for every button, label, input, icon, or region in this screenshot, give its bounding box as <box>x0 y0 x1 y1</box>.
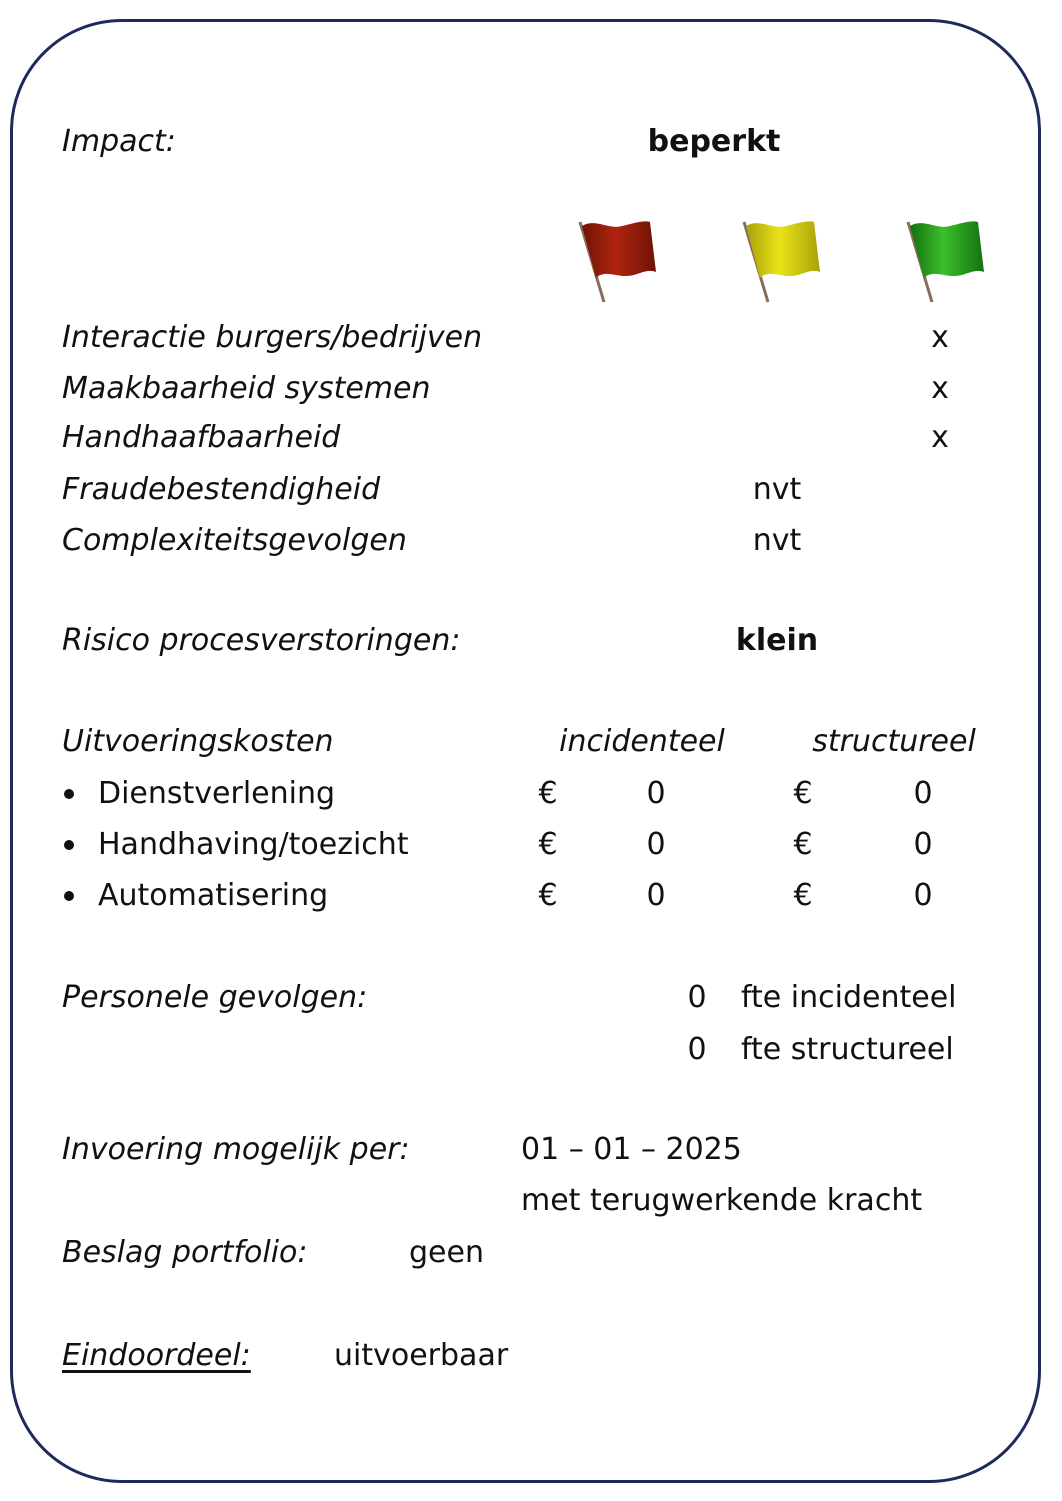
criterion-mark: nvt <box>752 472 802 507</box>
impact-value: beperkt <box>647 124 781 159</box>
criterion-mark: x <box>931 371 949 406</box>
introduction-date: 01 – 01 – 2025 <box>521 1132 742 1167</box>
criterion-label: Maakbaarheid systemen <box>62 371 431 406</box>
bullet <box>64 789 74 799</box>
criterion-label: Complexiteitsgevolgen <box>62 523 407 558</box>
green-flag-icon <box>902 216 992 306</box>
currency-symbol: € <box>793 827 813 862</box>
cost-structural: 0 <box>913 878 933 913</box>
cost-row-label: Dienstverlening <box>98 776 336 811</box>
personnel-structural-text: fte structureel <box>741 1032 954 1067</box>
introduction-note: met terugwerkende kracht <box>521 1183 923 1218</box>
portfolio-label: Beslag portfolio: <box>62 1235 308 1270</box>
red-flag-icon <box>574 216 664 306</box>
cost-row-label: Handhaving/toezicht <box>98 827 409 862</box>
currency-symbol: € <box>793 776 813 811</box>
impact-label: Impact: <box>62 124 176 159</box>
criterion-label: Handhaafbaarheid <box>62 420 341 455</box>
criterion-mark: nvt <box>752 523 802 558</box>
personnel-incidental-text: fte incidenteel <box>741 980 957 1015</box>
cost-structural: 0 <box>913 776 933 811</box>
portfolio-value: geen <box>409 1235 484 1270</box>
criterion-mark: x <box>931 420 949 455</box>
cost-row-label: Automatisering <box>98 878 329 913</box>
risk-value: klein <box>735 623 819 658</box>
verdict-label: Eindoordeel: <box>62 1338 251 1373</box>
cost-incidental: 0 <box>646 878 666 913</box>
cost-incidental: 0 <box>646 776 666 811</box>
cost-incidental: 0 <box>646 827 666 862</box>
bullet <box>64 840 74 850</box>
criterion-label: Fraudebestendigheid <box>62 472 381 507</box>
cost-structural: 0 <box>913 827 933 862</box>
costs-col-structural: structureel <box>812 724 976 759</box>
introduction-label: Invoering mogelijk per: <box>62 1132 410 1167</box>
verdict-value: uitvoerbaar <box>334 1338 509 1373</box>
personnel-label: Personele gevolgen: <box>62 980 368 1015</box>
criterion-label: Interactie burgers/bedrijven <box>62 320 483 355</box>
currency-symbol: € <box>538 827 558 862</box>
yellow-flag-icon <box>738 216 828 306</box>
risk-label: Risico procesverstoringen: <box>62 623 461 658</box>
currency-symbol: € <box>538 776 558 811</box>
criterion-mark: x <box>931 320 949 355</box>
currency-symbol: € <box>793 878 813 913</box>
personnel-structural-value: 0 <box>687 1032 707 1067</box>
costs-label: Uitvoeringskosten <box>62 724 334 759</box>
bullet <box>64 891 74 901</box>
personnel-incidental-value: 0 <box>687 980 707 1015</box>
currency-symbol: € <box>538 878 558 913</box>
costs-col-incidental: incidenteel <box>559 724 725 759</box>
